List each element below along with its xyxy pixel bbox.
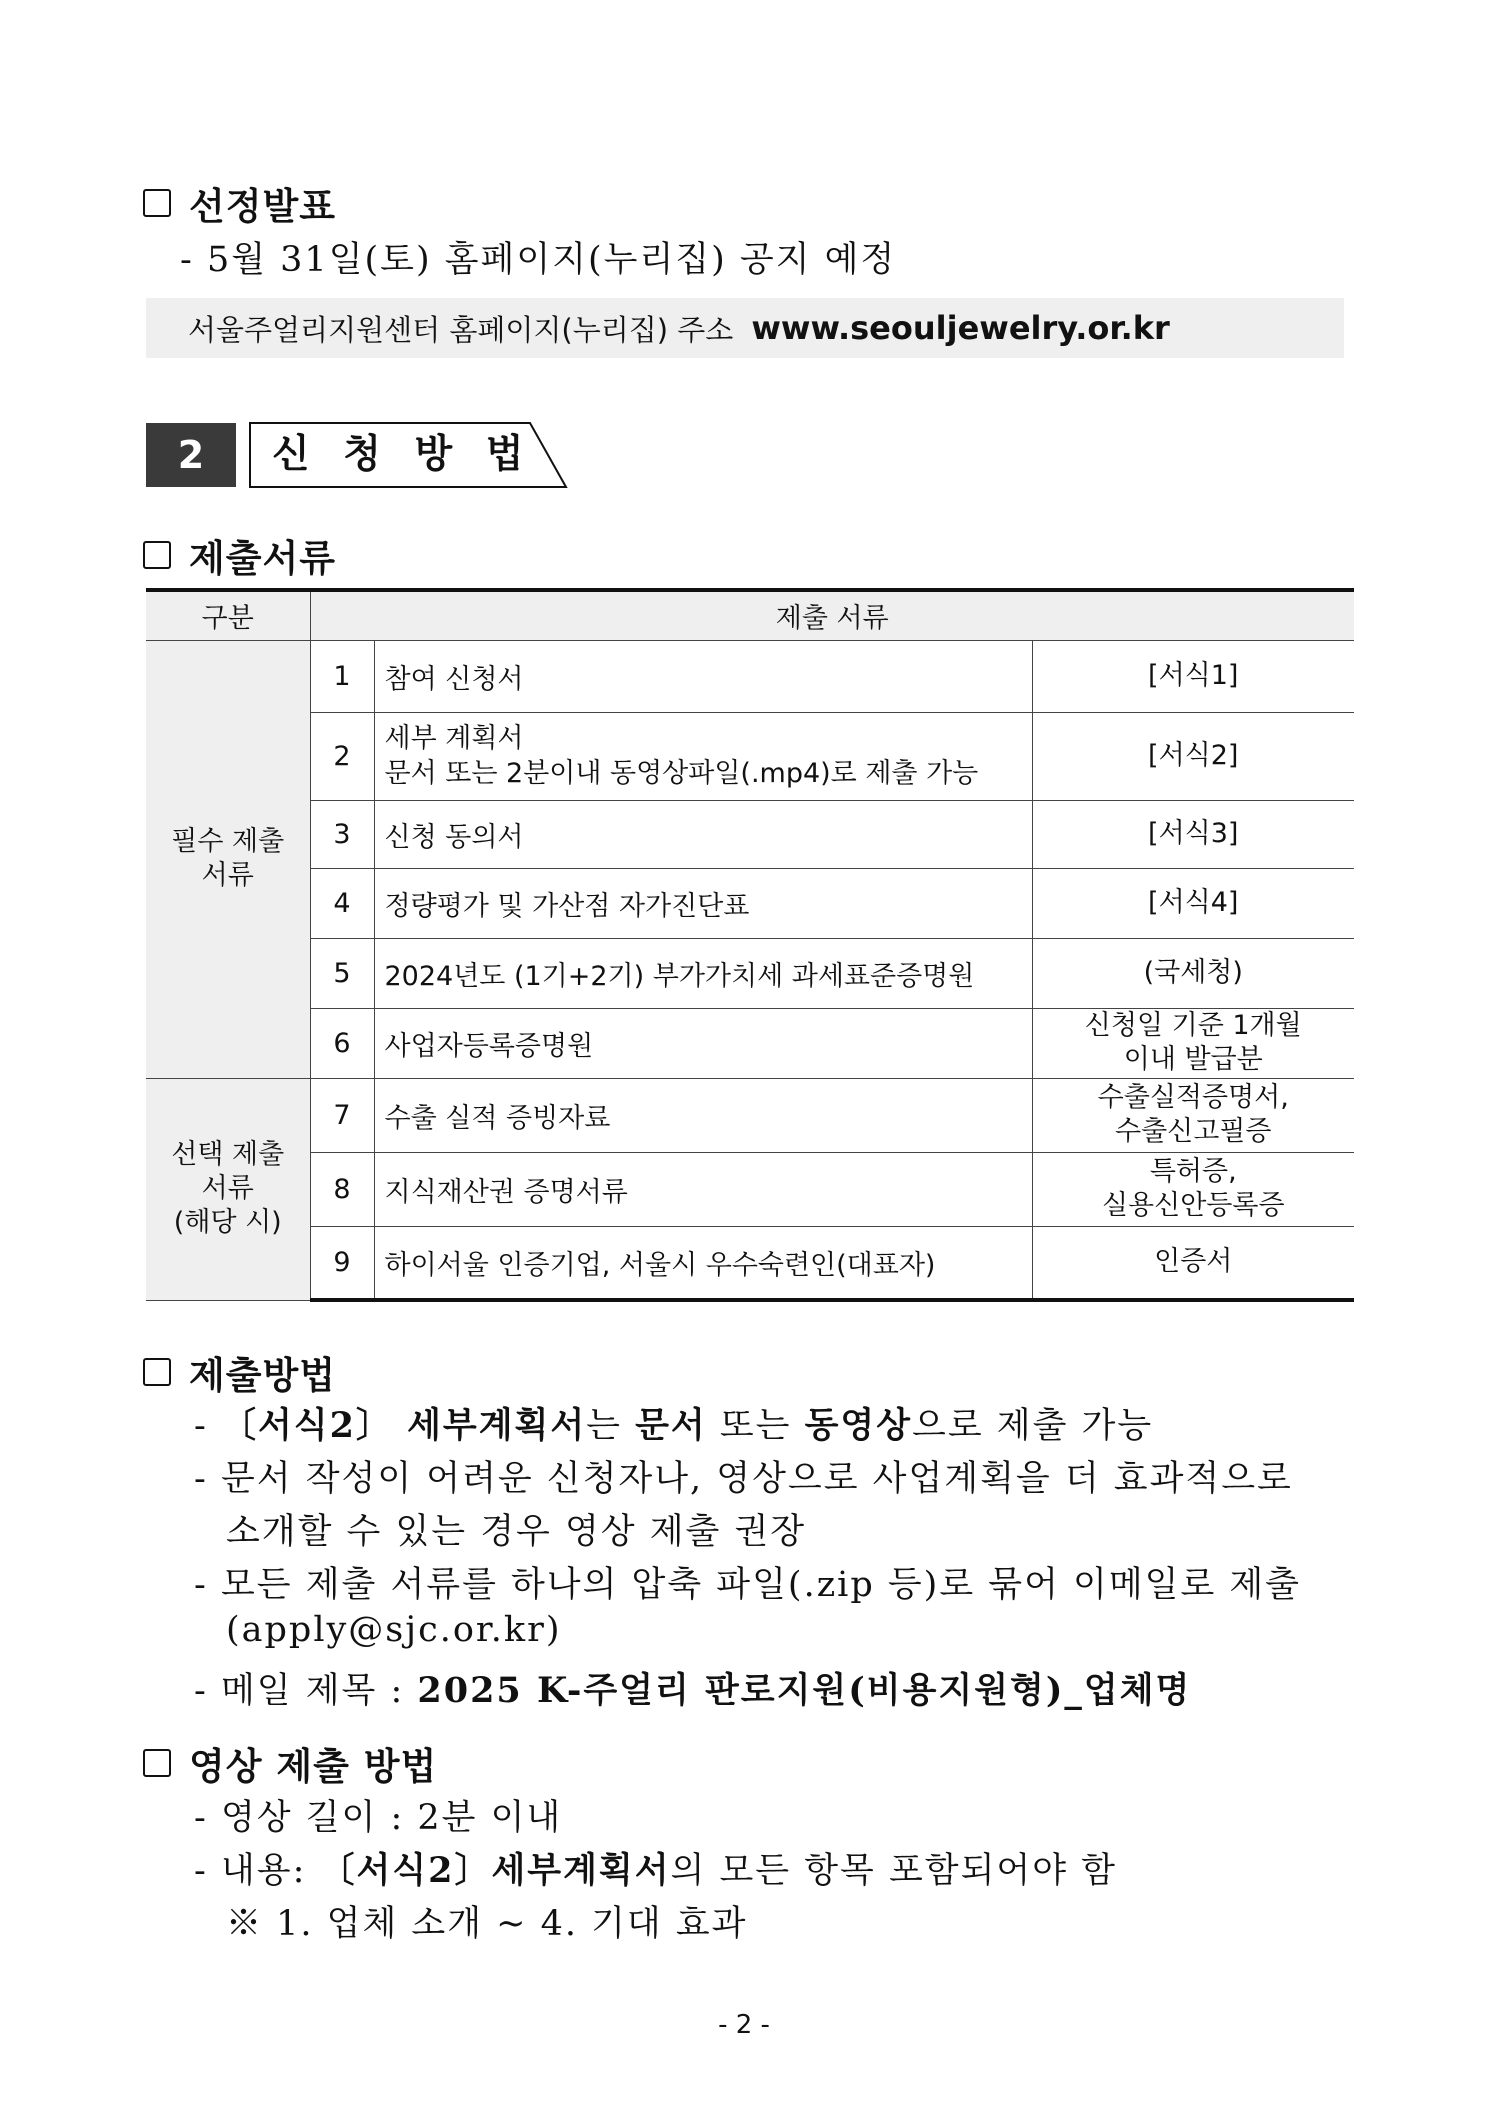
table-row bbox=[146, 1008, 1354, 1078]
row-number: 8 bbox=[310, 1152, 374, 1226]
document-name: 하이서울 인증기업, 서울시 우수숙련인(대표자) bbox=[374, 1226, 1032, 1300]
document-name: 신청 동의서 bbox=[374, 800, 1032, 868]
documents-table bbox=[146, 588, 1354, 1302]
row-number: 9 bbox=[310, 1226, 374, 1300]
table-row bbox=[146, 868, 1354, 938]
method-line-2b: 소개할 수 있는 경우 영상 제출 권장 bbox=[226, 1512, 807, 1552]
homepage-note-box bbox=[146, 298, 1344, 358]
method-email[interactable]: (apply@sjc.or.kr) bbox=[226, 1610, 562, 1650]
video-line-2: - 내용: 〔서식2〕세부계획서의 모든 항목 포함되어야 함 bbox=[194, 1850, 1117, 1891]
checkbox-icon bbox=[143, 1749, 171, 1777]
homepage-url[interactable]: www.seouljewelry.or.kr bbox=[751, 309, 1170, 347]
document-form: [서식4] bbox=[1032, 868, 1354, 938]
video-line-1: - 영상 길이 : 2분 이내 bbox=[194, 1798, 563, 1838]
row-number: 2 bbox=[310, 712, 374, 800]
method-heading: 제출방법 bbox=[143, 1345, 336, 1399]
document-form: 인증서 bbox=[1032, 1226, 1354, 1300]
document-name: 세부 계획서 문서 또는 2분이내 동영상파일(.mp4)로 제출 가능 bbox=[374, 712, 1032, 800]
page-number: - 2 - bbox=[718, 2010, 770, 2040]
document-name: 지식재산권 증명서류 bbox=[374, 1152, 1032, 1226]
row-number: 7 bbox=[310, 1078, 374, 1152]
document-form: 특허증, 실용신안등록증 bbox=[1032, 1152, 1354, 1226]
row-number: 5 bbox=[310, 938, 374, 1008]
table-row bbox=[146, 938, 1354, 1008]
announce-heading: 선정발표 bbox=[143, 176, 336, 230]
col-category-header: 구분 bbox=[146, 590, 310, 640]
document-form: [서식1] bbox=[1032, 640, 1354, 712]
video-heading: 영상 제출 방법 bbox=[143, 1736, 437, 1790]
method-line-2: - 문서 작성이 어려운 신청자나, 영상으로 사업계획을 더 효과적으로 bbox=[194, 1459, 1293, 1499]
document-name: 2024년도 (1기+2기) 부가가치세 과세표준증명원 bbox=[374, 938, 1032, 1008]
table-row bbox=[146, 1226, 1354, 1300]
row-number: 3 bbox=[310, 800, 374, 868]
row-number: 6 bbox=[310, 1008, 374, 1078]
section-number-badge: 2 bbox=[146, 423, 236, 487]
document-name: 수출 실적 증빙자료 bbox=[374, 1078, 1032, 1152]
row-number: 1 bbox=[310, 640, 374, 712]
table-row bbox=[146, 712, 1354, 800]
document-form: 신청일 기준 1개월 이내 발급분 bbox=[1032, 1008, 1354, 1078]
document-name: 사업자등록증명원 bbox=[374, 1008, 1032, 1078]
documents-heading: 제출서류 bbox=[143, 528, 336, 582]
document-form: 수출실적증명서, 수출신고필증 bbox=[1032, 1078, 1354, 1152]
homepage-note-label: 서울주얼리지원센터 홈페이지(누리집) 주소 bbox=[188, 312, 734, 347]
method-line-4: - 메일 제목 : 2025 K-주얼리 판로지원(비용지원형)_업체명 bbox=[194, 1670, 1192, 1711]
method-line-3: - 모든 제출 서류를 하나의 압축 파일(.zip 등)로 묶어 이메일로 제출 bbox=[194, 1565, 1301, 1605]
checkbox-icon bbox=[143, 541, 171, 569]
announce-line: - 5월 31일(토) 홈페이지(누리집) 공지 예정 bbox=[180, 240, 897, 280]
table-row bbox=[146, 1152, 1354, 1226]
method-line-1: - 〔서식2〕 세부계획서는 문서 또는 동영상으로 제출 가능 bbox=[194, 1405, 1154, 1446]
document-name: 정량평가 및 가산점 자가진단표 bbox=[374, 868, 1032, 938]
table-row bbox=[146, 800, 1354, 868]
checkbox-icon bbox=[143, 189, 171, 217]
document-form: [서식2] bbox=[1032, 712, 1354, 800]
group-optional: 선택 제출 서류 (해당 시) bbox=[146, 1078, 310, 1300]
section-title: 신 청 방 법 bbox=[272, 432, 534, 477]
video-line-3: ※ 1. 업체 소개 ~ 4. 기대 효과 bbox=[226, 1904, 748, 1944]
row-number: 4 bbox=[310, 868, 374, 938]
document-form: (국세청) bbox=[1032, 938, 1354, 1008]
group-required: 필수 제출 서류 bbox=[146, 640, 310, 1078]
table-row bbox=[146, 1078, 1354, 1152]
checkbox-icon bbox=[143, 1358, 171, 1386]
table-row bbox=[146, 640, 1354, 712]
col-documents-header: 제출 서류 bbox=[310, 590, 1354, 640]
document-form: [서식3] bbox=[1032, 800, 1354, 868]
document-name: 참여 신청서 bbox=[374, 640, 1032, 712]
